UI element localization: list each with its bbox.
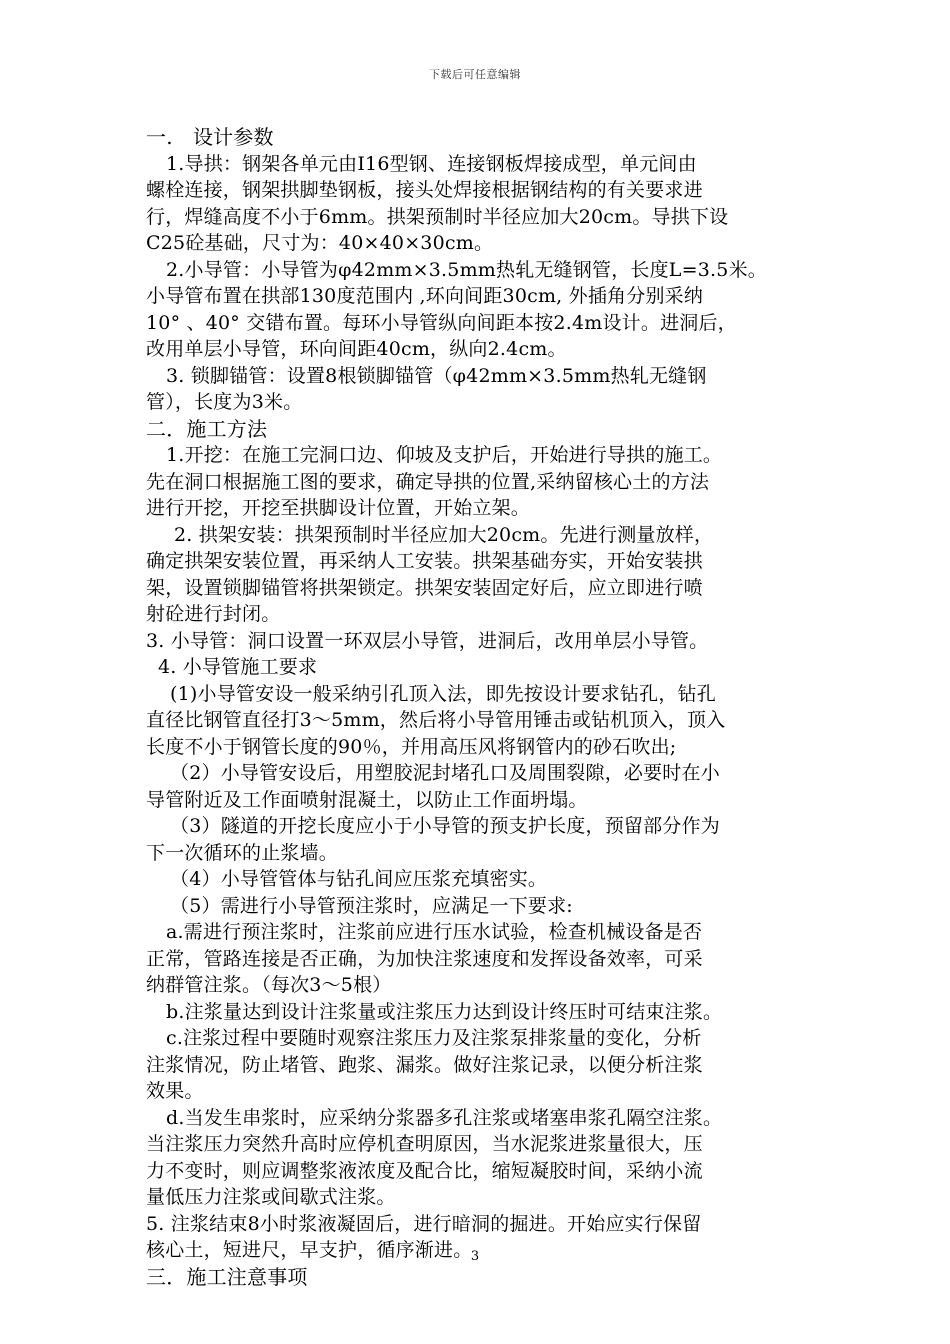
- text-line: 确定拱架安装位置，再采纳人工安装。拱架基础夯实，开始安装拱: [146, 550, 703, 572]
- text-line: 4. 小导管施工要求: [158, 656, 318, 678]
- text-line: 10° 、40° 交错布置。每环小导管纵向间距本按2.4m设计。进洞后，: [146, 311, 737, 334]
- text-line: 直径比钢管直径打3～5mm，然后将小导管用锤击或钻机顶入，顶入: [146, 709, 726, 731]
- text-line: 长度不小于钢管长度的90％，并用高压风将钢管内的砂石吹出;: [146, 735, 677, 758]
- text-line: 2. 拱架安装：拱架预制时半径应加大20cm。先进行测量放样，: [174, 523, 714, 546]
- text-line: 纳群管注浆。（每次3～5根）: [146, 974, 392, 996]
- text-line: c.注浆过程中要随时观察注浆压力及注浆泵排浆量的变化，分析: [166, 1027, 702, 1049]
- text-line: 效果。: [146, 1080, 204, 1102]
- text-line: 先在洞口根据施工图的要求，确定导拱的位置,采纳留核心土的方法: [146, 470, 710, 493]
- text-line: 1.开挖：在施工完洞口边、仰坡及支护后，开始进行导拱的施工。: [166, 444, 723, 466]
- section-heading: 三．施工注意事项: [146, 1264, 308, 1289]
- text-line: 5. 注浆结束8小时浆液凝固后，进行暗洞的掘进。开始应实行保留: [146, 1212, 702, 1235]
- section-heading: 二．施工方法: [146, 416, 268, 441]
- page-number: 3: [470, 1249, 480, 1264]
- document-body: [146, 124, 810, 1290]
- text-line: 导管附近及工作面喷射混凝土，以防止工作面坍塌。: [146, 788, 588, 811]
- text-line: a.需进行预注浆时，注浆前应进行压水试验，检查机械设备是否: [166, 921, 703, 943]
- text-line: C25砼基础，尺寸为：40×40×30cm。: [146, 232, 494, 254]
- text-line: 射砼进行封闭。: [146, 603, 281, 625]
- text-line: 力不变时，则应调整浆液浓度及配合比，缩短凝胶时间，采纳小流: [146, 1159, 703, 1182]
- text-line: 核心土，短进尺，早支护，循序渐进。: [146, 1239, 473, 1261]
- text-line: （3）隧道的开挖长度应小于小导管的预支护长度，预留部分作为: [170, 815, 720, 837]
- text-line: 改用单层小导管，环向间距40cm，纵向2.4cm。: [146, 338, 567, 360]
- text-line: 1.导拱：钢架各单元由Ⅰ16型钢、连接钢板焊接成型，单元间由: [166, 152, 697, 175]
- text-line: 注浆情况，防止堵管、跑浆、漏浆。做好注浆记录，以便分析注浆: [146, 1053, 703, 1076]
- text-line: 行，焊缝高度不小于6mm。拱架预制时半径应加大20cm。导拱下设: [146, 205, 729, 228]
- page-header: 下载后可任意编辑: [429, 68, 521, 81]
- text-line: （2）小导管安设后，用塑胶泥封堵孔口及周围裂隙，必要时在小: [170, 762, 720, 784]
- section-heading: 一. 设计参数: [146, 125, 274, 149]
- text-line: 管），长度为3米。: [146, 391, 303, 413]
- text-line: 进行开挖，开挖至拱脚设计位置，开始立架。: [146, 497, 531, 519]
- text-line: 2.小导管：小导管为φ42mm×3.5mm热轧无缝钢管，长度L=3.5米。: [166, 258, 767, 281]
- text-line: 3. 小导管：洞口设置一环双层小导管，进洞后，改用单层小导管。: [146, 629, 709, 652]
- text-line: 架，设置锁脚锚管将拱架锁定。拱架安装固定好后，应立即进行喷: [146, 576, 703, 599]
- text-line: 小导管布置在拱部130度范围内 ,环向间距30cm, 外插角分别采纳: [146, 285, 704, 307]
- text-line: （5）需进行小导管预注浆时，应满足一下要求:: [170, 894, 573, 917]
- text-line: 当注浆压力突然升高时应停机查明原因，当水泥浆进浆量很大，压: [146, 1133, 703, 1155]
- text-line: 正常，管路连接是否正确，为加快注浆速度和发挥设备效率，可采: [146, 947, 703, 970]
- text-line: 量低压力注浆或间歇式注浆。: [146, 1186, 396, 1208]
- text-line: 3. 锁脚锚管：设置8根锁脚锚管（φ42mm×3.5mm热轧无缝钢: [166, 364, 707, 387]
- text-line: b.注浆量达到设计注浆量或注浆压力达到设计终压时可结束注浆。: [166, 1000, 723, 1023]
- text-line: 下一次循环的止浆墙。: [146, 841, 339, 864]
- text-line: (1)小导管安设一般采纳引孔顶入法，即先按设计要求钻孔，钻孔: [170, 682, 716, 705]
- text-line: 螺栓连接，钢架拱脚垫钢板，接头处焊接根据钢结构的有关要求进: [146, 179, 703, 201]
- text-line: d.当发生串浆时，应采纳分浆器多孔注浆或堵塞串浆孔隔空注浆。: [166, 1106, 723, 1129]
- text-line: （4）小导管管体与钻孔间应压浆充填密实。: [170, 868, 548, 890]
